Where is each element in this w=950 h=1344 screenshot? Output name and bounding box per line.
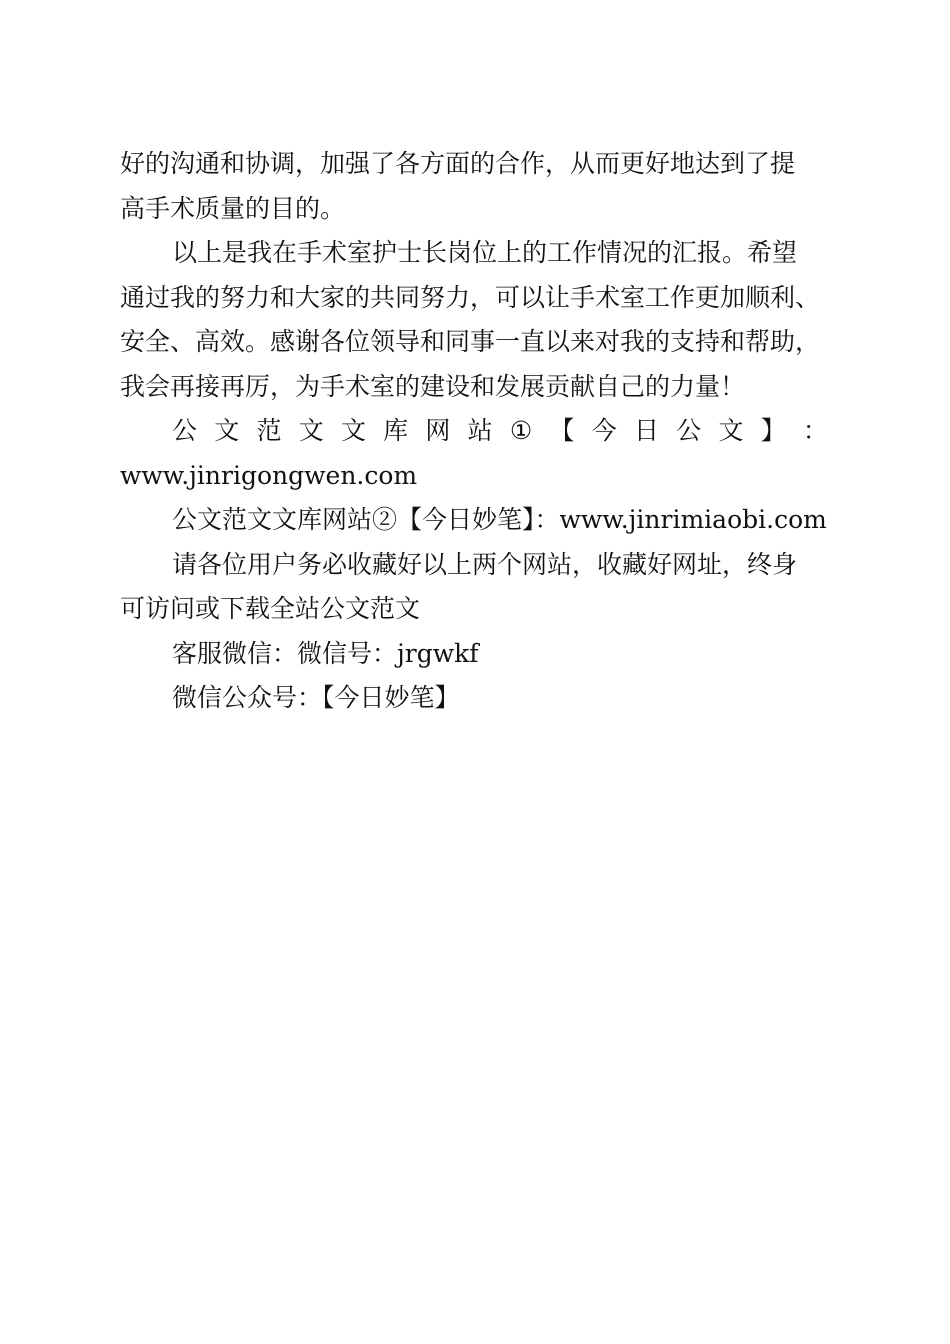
site1-char: ① bbox=[509, 416, 533, 445]
site1-char: 公 bbox=[172, 416, 198, 445]
site2-line: 公文范文文库网站②【今日妙笔】：www.jinrimiaobi.com bbox=[172, 505, 827, 534]
paragraph-line: 好的沟通和协调，加强了各方面的合作，从而更好地达到了提 bbox=[120, 149, 796, 178]
site1-char: 网 bbox=[425, 416, 451, 445]
site1-char: 文 bbox=[298, 416, 324, 445]
site1-char: 今 bbox=[591, 416, 617, 445]
site1-char: 【 bbox=[549, 416, 575, 445]
paragraph-line: 安全、高效。感谢各位领导和同事一直以来对我的支持和帮助， bbox=[120, 327, 821, 356]
site1-char: 文 bbox=[214, 416, 240, 445]
site1-char: 】 bbox=[760, 416, 786, 445]
paragraph-line: 我会再接再厉，为手术室的建设和发展贡献自己的力量！ bbox=[120, 371, 746, 401]
site1-char: 站 bbox=[467, 416, 493, 445]
site1-char: 文 bbox=[340, 416, 366, 445]
wechat-service-line: 客服微信：微信号：jrgwkf bbox=[172, 638, 479, 668]
site1-char: 范 bbox=[256, 416, 282, 445]
site1-char: 日 bbox=[633, 416, 659, 445]
wechat-official-line: 微信公众号：【今日妙笔】 bbox=[172, 683, 460, 712]
notice-line: 可访问或下载全站公文范文 bbox=[120, 594, 421, 623]
site1-url-link[interactable]: www.jinrigongwen.com bbox=[120, 460, 418, 490]
site1-char: 公 bbox=[676, 416, 702, 445]
paragraph-line: 高手术质量的目的。 bbox=[120, 193, 346, 223]
site1-label bbox=[120, 409, 828, 454]
site1-char: 文 bbox=[718, 416, 744, 445]
site1-char: 库 bbox=[383, 416, 409, 445]
notice-line: 请各位用户务必收藏好以上两个网站，收藏好网址，终身 bbox=[172, 549, 798, 579]
paragraph-line: 以上是我在手术室护士长岗位上的工作情况的汇报。希望 bbox=[172, 238, 798, 267]
document-body bbox=[120, 142, 828, 721]
paragraph-line: 通过我的努力和大家的共同努力，可以让手术室工作更加顺利、 bbox=[120, 282, 821, 312]
site1-char: ： bbox=[802, 416, 828, 445]
